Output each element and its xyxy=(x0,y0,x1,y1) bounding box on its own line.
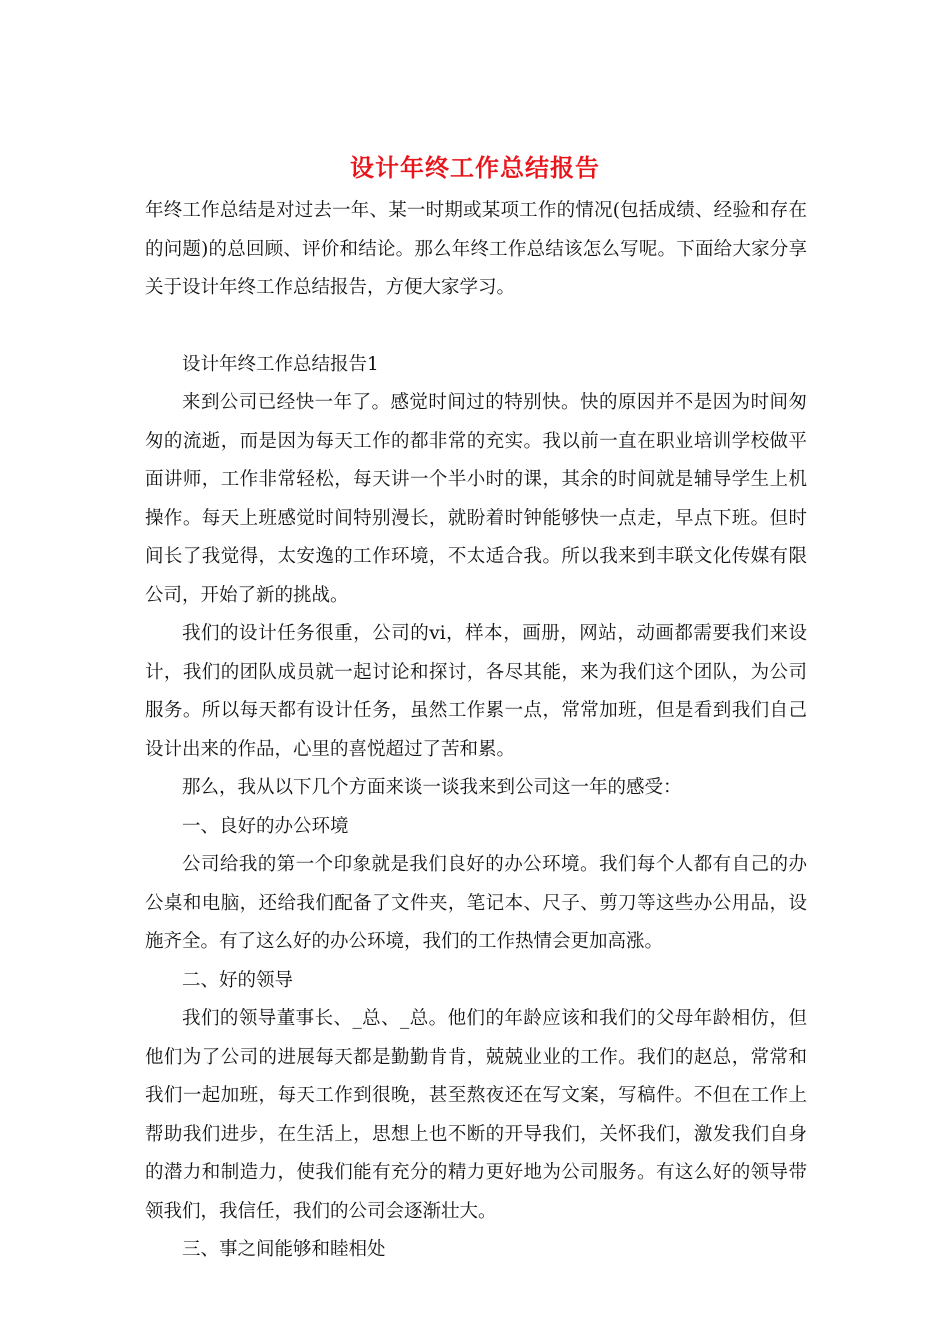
subheading-office-environment: 一、良好的办公环境 xyxy=(182,815,349,837)
paragraph-spacer xyxy=(145,308,807,346)
body-paragraph: 我们的领导董事长、_总、_总。他们的年龄应该和我们的父母年龄相仿，但他们为了公司的进展每天都是勤勤肯肯，兢兢业业的工作。我们的赵总，常常和我们一起加班，每天工作到很晚，甚至熬夜还在写文案，写稿件。不但在工作上帮助我们进步，在生活上，思想上也不断的开导我们，关怀我们，激发我们自身的潜力和制造力，使我们能有充分的精力更好地为公司服务。有这么好的领导带领我们，我信任，我们的公司会逐渐壮大。 xyxy=(145,1008,807,1222)
subheading-good-leadership: 二、好的领导 xyxy=(182,969,294,991)
subheading-colleague-harmony: 三、事之间能够和睦相处 xyxy=(182,1239,386,1260)
body-paragraph: 我们的设计任务很重，公司的vi，样本，画册，网站，动画都需要我们来设计，我们的团队成员就一起讨论和探讨，各尽其能，来为我们这个团队，为公司服务。所以每天都有设计任务，虽然工作累一点，常常加班，但是看到我们自己设计出来的作品，心里的喜悦超过了苦和累。 xyxy=(145,623,807,760)
intro-paragraph: 年终工作总结是对过去一年、某一时期或某项工作的情况(包括成绩、经验和存在的问题)的总回顾、评价和结论。那么年终工作总结该怎么写呢。下面给大家分享关于设计年终工作总结报告，方便大家学习。 xyxy=(145,200,807,298)
document-body xyxy=(145,192,807,1270)
document-title: 设计年终工作总结报告 xyxy=(350,153,600,182)
section-heading: 设计年终工作总结报告1 xyxy=(182,353,379,375)
body-paragraph: 来到公司已经快一年了。感觉时间过的特别快。快的原因并不是因为时间匆匆的流逝，而是因为每天工作的都非常的充实。我以前一直在职业培训学校做平面讲师，工作非常轻松，每天讲一个半小时的课，其余的时间就是辅导学生上机操作。每天上班感觉时间特别漫长，就盼着时钟能够快一点走，早点下班。但时间长了我觉得，太安逸的工作环境，不太适合我。所以我来到丰联文化传媒有限公司，开始了新的挑战。 xyxy=(145,392,807,606)
body-paragraph: 公司给我的第一个印象就是我们良好的办公环境。我们每个人都有自己的办公桌和电脑，还给我们配备了文件夹，笔记本、尺子、剪刀等这些办公用品，设施齐全。有了这么好的办公环境，我们的工作热情会更加高涨。 xyxy=(145,854,807,952)
body-paragraph: 那么，我从以下几个方面来谈一谈我来到公司这一年的感受： xyxy=(182,777,682,798)
